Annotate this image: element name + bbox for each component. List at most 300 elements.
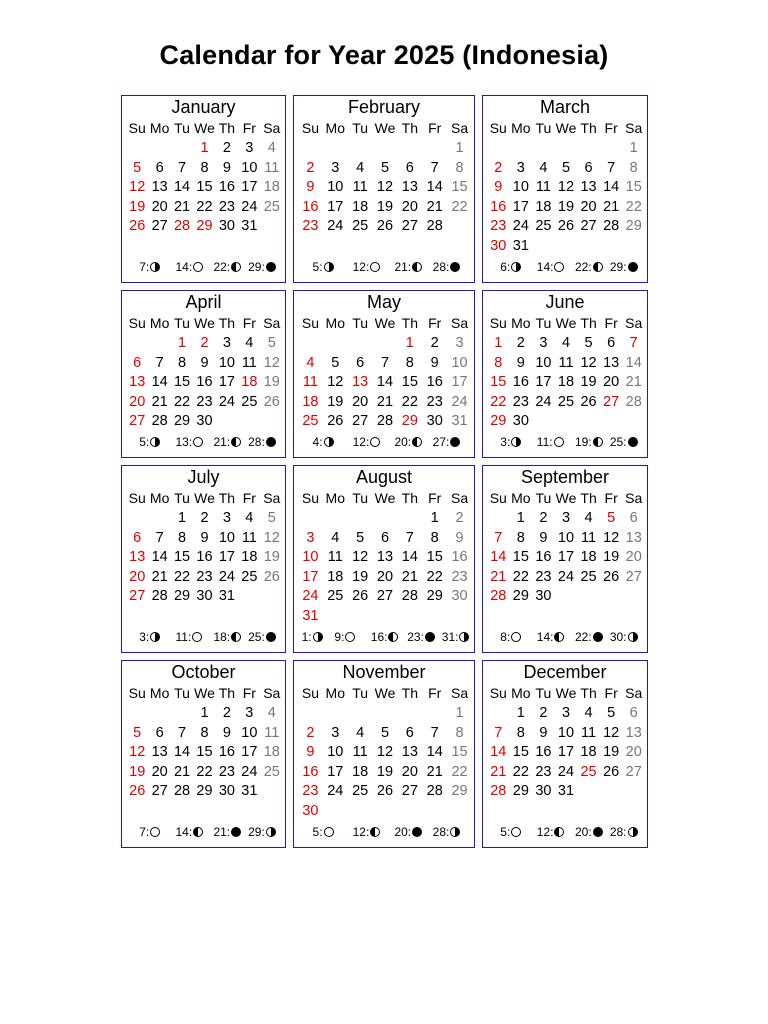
new-moon-icon: [266, 262, 276, 272]
moon-phase: [313, 435, 334, 449]
day-cell: 17: [512, 198, 529, 215]
day-cell: 3: [516, 159, 525, 176]
day-cell: 29: [173, 413, 191, 430]
day-cell: 15: [490, 374, 507, 391]
month-name: August: [355, 467, 413, 487]
weekday-header: Mo: [149, 315, 170, 331]
day-cell: 25: [352, 218, 369, 235]
day-cell: 16: [302, 763, 319, 780]
moon-phase-date: 6:: [500, 260, 511, 274]
day-cell: 3: [455, 335, 464, 351]
moon-phase: [176, 630, 203, 644]
moon-phase: [500, 260, 521, 274]
last-quarter-moon-icon: [554, 827, 564, 837]
day-cell: 15: [173, 374, 191, 391]
day-cell: 13: [625, 724, 642, 741]
weekday-header: Fr: [604, 685, 618, 701]
day-cell: 3: [561, 705, 571, 721]
day-cell: 10: [512, 179, 529, 196]
moon-phase: [610, 825, 638, 839]
weekday-header: We: [555, 120, 577, 136]
day-cell: 27: [625, 763, 642, 780]
moon-phase: [213, 260, 241, 274]
moon-phase: [537, 260, 565, 274]
new-moon-icon: [412, 827, 422, 837]
moon-phase-date: 27:: [432, 435, 450, 449]
moon-phase: [353, 825, 381, 839]
day-cell: 20: [352, 393, 369, 410]
day-cell: 17: [557, 549, 575, 566]
weekday-header: Mo: [511, 490, 531, 506]
day-cell: 22: [512, 568, 529, 585]
day-cell: 13: [376, 549, 394, 566]
weekday-header: Tu: [174, 490, 190, 506]
month-name: June: [545, 292, 585, 312]
day-cell: 3: [222, 335, 231, 351]
day-cell: 8: [455, 159, 464, 176]
weekday-header: Su: [128, 120, 146, 136]
day-cell: 6: [155, 159, 164, 176]
moon-phase: [213, 825, 241, 839]
day-cell: 10: [451, 354, 468, 371]
month-name: February: [347, 97, 421, 117]
last-quarter-moon-icon: [231, 437, 241, 447]
weekday-header: Mo: [511, 685, 531, 701]
day-cell: 8: [455, 724, 464, 741]
day-cell: 26: [376, 218, 394, 235]
day-cell: 6: [133, 529, 142, 546]
moon-phase-date: 1:: [301, 630, 312, 644]
day-cell: 23: [535, 763, 552, 780]
weekday-header: Sa: [451, 685, 469, 701]
day-cell: 15: [426, 549, 443, 566]
moon-phase: [302, 630, 323, 644]
day-cell: 3: [561, 510, 571, 526]
day-cell: 21: [401, 568, 418, 585]
day-cell: 1: [516, 705, 525, 721]
day-cell: 29: [196, 783, 213, 800]
day-cell: 29: [512, 783, 529, 800]
moon-phase: [353, 435, 381, 449]
weekday-header: Su: [128, 685, 146, 701]
day-cell: 11: [264, 724, 280, 741]
day-cell: 3: [331, 159, 340, 176]
day-cell: 21: [625, 374, 642, 391]
day-cell: 17: [218, 549, 235, 566]
day-cell: 5: [267, 335, 276, 351]
day-cell: 23: [426, 393, 443, 410]
day-cell: 3: [306, 529, 315, 546]
day-cell: 5: [584, 335, 593, 351]
moon-phase-date: 21:: [213, 435, 231, 449]
day-cell: 21: [603, 198, 620, 215]
day-cell: 13: [352, 374, 369, 391]
moon-phase: [371, 630, 399, 644]
day-cell: 15: [196, 744, 213, 761]
weekday-header: Fr: [604, 120, 618, 136]
day-cell: 2: [200, 510, 209, 526]
month-name: December: [523, 662, 607, 682]
day-cell: 11: [535, 179, 551, 196]
day-cell: 26: [129, 783, 146, 800]
moon-phase: [313, 260, 334, 274]
day-cell: 14: [490, 744, 507, 761]
weekday-header: Tu: [352, 315, 369, 331]
day-cell: 15: [512, 744, 529, 761]
day-cell: 22: [196, 763, 213, 780]
day-cell: 14: [151, 549, 168, 566]
last-quarter-moon-icon: [593, 262, 603, 272]
moon-phase: [433, 825, 461, 839]
day-cell: 12: [129, 179, 146, 196]
weekday-header: Sa: [625, 120, 643, 136]
moon-phase-date: 5:: [312, 260, 323, 274]
weekday-header: We: [194, 315, 215, 331]
last-quarter-moon-icon: [388, 632, 398, 642]
moon-phase: [407, 630, 435, 644]
weekday-header: Fr: [242, 685, 256, 701]
day-cell: 19: [603, 744, 620, 761]
new-moon-icon: [231, 827, 241, 837]
weekday-header: Mo: [149, 685, 170, 701]
day-cell: 15: [401, 374, 418, 391]
day-cell: 28: [490, 783, 507, 800]
day-cell: 12: [129, 744, 146, 761]
day-cell: 20: [151, 198, 168, 215]
day-cell: 30: [451, 588, 468, 605]
month-name: November: [342, 662, 426, 682]
moon-phase: [394, 260, 422, 274]
day-cell: 15: [512, 549, 529, 566]
moon-phase-date: 5:: [139, 435, 150, 449]
weekday-header: Tu: [535, 120, 552, 136]
day-cell: 7: [405, 529, 414, 546]
moon-phase-date: 20:: [394, 825, 412, 839]
day-cell: 21: [426, 763, 443, 780]
new-moon-icon: [593, 827, 603, 837]
moon-phase: [139, 435, 160, 449]
day-cell: 30: [426, 413, 443, 430]
full-moon-icon: [554, 262, 564, 272]
day-cell: 22: [173, 393, 191, 410]
full-moon-icon: [370, 262, 380, 272]
day-cell: 2: [430, 335, 439, 351]
day-cell: 12: [263, 529, 280, 546]
day-cell: 2: [455, 510, 464, 526]
day-cell: 19: [376, 763, 394, 780]
day-cell: 10: [535, 354, 552, 371]
day-cell: 29: [173, 588, 191, 605]
day-cell: 25: [580, 568, 597, 585]
day-cell: 10: [327, 179, 344, 196]
day-cell: 7: [494, 529, 503, 546]
moon-phase-date: 29:: [248, 825, 265, 839]
day-cell: 31: [241, 783, 258, 800]
day-cell: 6: [133, 354, 142, 371]
weekday-header: Su: [128, 490, 146, 506]
moon-phase: [313, 825, 334, 839]
moon-phase-date: 14:: [536, 260, 554, 274]
month-name: January: [171, 97, 236, 117]
weekday-header: Th: [401, 315, 419, 331]
month-july: [121, 465, 286, 653]
day-cell: 27: [401, 783, 418, 800]
day-cell: 25: [557, 393, 575, 410]
day-cell: 2: [494, 159, 503, 176]
weekday-header: We: [555, 490, 577, 506]
day-cell: 12: [603, 724, 620, 741]
day-cell: 24: [241, 763, 258, 780]
day-cell: 19: [327, 393, 344, 410]
moon-phase: [139, 825, 160, 839]
day-cell: 30: [196, 413, 213, 430]
weekday-header: Tu: [535, 685, 552, 701]
day-cell: 3: [245, 705, 254, 721]
weekday-header: Fr: [242, 120, 256, 136]
day-cell: 22: [426, 568, 443, 585]
day-cell: 26: [580, 393, 597, 410]
day-cell: 18: [352, 198, 369, 215]
moon-phase-date: 21:: [213, 825, 231, 839]
day-cell: 2: [306, 724, 315, 741]
month-february: [293, 95, 475, 283]
day-cell: 26: [352, 588, 369, 605]
day-cell: 3: [245, 140, 254, 156]
day-cell: 29: [451, 783, 468, 800]
day-cell: 16: [535, 549, 552, 566]
moon-phase-date: 14:: [536, 630, 554, 644]
day-cell: 7: [607, 159, 616, 176]
day-cell: 21: [173, 198, 191, 215]
weekday-header: Fr: [428, 685, 442, 701]
day-cell: 13: [401, 744, 418, 761]
day-cell: 14: [625, 354, 642, 371]
day-cell: 4: [539, 159, 548, 176]
moon-phase: [610, 435, 638, 449]
day-cell: 15: [173, 549, 191, 566]
moon-phase: [610, 260, 638, 274]
full-moon-icon: [193, 262, 203, 272]
month-name: October: [171, 662, 236, 682]
day-cell: 18: [352, 763, 369, 780]
day-cell: 26: [376, 783, 394, 800]
first-quarter-moon-icon: [511, 437, 521, 447]
moon-phase-date: 12:: [352, 825, 370, 839]
day-cell: 12: [327, 374, 344, 391]
first-quarter-moon-icon: [150, 262, 160, 272]
day-cell: 5: [267, 510, 276, 526]
day-cell: 9: [222, 724, 231, 741]
day-cell: 18: [302, 393, 319, 410]
day-cell: 25: [263, 763, 280, 780]
day-cell: 28: [173, 783, 191, 800]
weekday-header: Fr: [428, 315, 442, 331]
moon-phase-date: 14:: [175, 825, 193, 839]
day-cell: 30: [218, 218, 235, 235]
weekday-header: Tu: [535, 315, 552, 331]
moon-phase-date: 23:: [407, 630, 424, 644]
weekday-header: Tu: [174, 685, 190, 701]
weekday-header: Mo: [325, 685, 345, 701]
weekday-header: Su: [489, 490, 507, 506]
day-cell: 12: [376, 179, 394, 196]
day-cell: 12: [580, 354, 597, 371]
first-quarter-moon-icon: [150, 632, 160, 642]
day-cell: 31: [451, 413, 468, 430]
day-cell: 2: [539, 705, 548, 721]
first-quarter-moon-icon: [450, 827, 460, 837]
day-cell: 27: [151, 218, 168, 235]
day-cell: 18: [557, 374, 575, 391]
day-cell: 10: [218, 354, 235, 371]
day-cell: 16: [218, 179, 235, 196]
day-cell: 12: [352, 549, 369, 566]
day-cell: 5: [607, 510, 616, 526]
day-cell: 27: [376, 588, 394, 605]
weekday-header: Fr: [604, 315, 618, 331]
day-cell: 21: [376, 393, 394, 410]
weekday-header: We: [374, 315, 396, 331]
day-cell: 3: [331, 724, 340, 741]
day-cell: 19: [352, 568, 369, 585]
day-cell: 20: [625, 549, 642, 566]
moon-phase-date: 16:: [370, 630, 388, 644]
moon-phase: [500, 435, 521, 449]
moon-phase-date: 20:: [394, 435, 412, 449]
day-cell: 22: [173, 568, 191, 585]
day-cell: 11: [302, 374, 318, 391]
day-cell: 27: [151, 783, 168, 800]
day-cell: 1: [178, 335, 187, 351]
day-cell: 24: [512, 218, 529, 235]
moon-phase-date: 28:: [432, 260, 450, 274]
day-cell: 11: [352, 179, 368, 196]
moon-phase: [334, 630, 355, 644]
day-cell: 4: [356, 159, 365, 176]
day-cell: 19: [580, 374, 597, 391]
day-cell: 29: [512, 588, 529, 605]
day-cell: 18: [327, 568, 344, 585]
day-cell: 13: [603, 354, 620, 371]
moon-phase-date: 14:: [175, 260, 193, 274]
day-cell: 8: [200, 159, 209, 176]
day-cell: 29: [426, 588, 443, 605]
day-cell: 17: [241, 744, 258, 761]
day-cell: 15: [625, 179, 642, 196]
day-cell: 9: [200, 529, 209, 546]
day-cell: 25: [352, 783, 369, 800]
last-quarter-moon-icon: [554, 632, 564, 642]
weekday-header: Fr: [242, 315, 256, 331]
day-cell: 16: [196, 374, 213, 391]
day-cell: 30: [196, 588, 213, 605]
moon-phase: [213, 630, 241, 644]
day-cell: 4: [267, 140, 276, 156]
weekday-header: Fr: [428, 490, 442, 506]
weekday-header: Sa: [263, 685, 281, 701]
day-cell: 30: [302, 803, 319, 819]
moon-phase-date: 25:: [248, 630, 265, 644]
moon-phase-date: 12:: [536, 825, 554, 839]
moon-phase-date: 12:: [352, 435, 370, 449]
new-moon-icon: [450, 262, 460, 272]
month-name: April: [185, 292, 222, 312]
day-cell: 21: [151, 393, 168, 410]
last-quarter-moon-icon: [593, 437, 603, 447]
day-cell: 2: [200, 335, 209, 351]
moon-phase-date: 25:: [609, 435, 627, 449]
day-cell: 20: [401, 763, 418, 780]
weekday-header: We: [374, 120, 396, 136]
new-moon-icon: [628, 262, 638, 272]
day-cell: 5: [607, 705, 616, 721]
weekday-header: Sa: [625, 490, 643, 506]
day-cell: 31: [512, 238, 529, 254]
weekday-header: Th: [218, 315, 236, 331]
day-cell: 23: [302, 218, 319, 235]
new-moon-icon: [266, 437, 276, 447]
day-cell: 14: [173, 179, 191, 196]
day-cell: 20: [401, 198, 418, 215]
day-cell: 22: [451, 198, 468, 215]
day-cell: 17: [451, 374, 468, 391]
day-cell: 16: [218, 744, 235, 761]
day-cell: 6: [629, 510, 638, 526]
day-cell: 6: [607, 335, 616, 351]
weekday-header: We: [555, 315, 577, 331]
day-cell: 20: [580, 198, 597, 215]
weekday-header: Tu: [174, 120, 190, 136]
moon-phase-date: 5:: [500, 825, 511, 839]
weekday-header: Th: [580, 120, 597, 136]
day-cell: 11: [264, 159, 280, 176]
day-cell: 16: [426, 374, 443, 391]
weekday-header: We: [374, 685, 396, 701]
day-cell: 31: [302, 608, 319, 624]
moon-phase: [575, 630, 603, 644]
weekday-header: Sa: [263, 315, 281, 331]
day-cell: 2: [222, 705, 231, 721]
weekday-header: Su: [301, 490, 319, 506]
full-moon-icon: [193, 437, 203, 447]
day-cell: 8: [405, 354, 414, 371]
weekday-header: Mo: [325, 120, 345, 136]
moon-phase-date: 7:: [139, 825, 150, 839]
day-cell: 17: [327, 763, 344, 780]
day-cell: 14: [490, 549, 507, 566]
day-cell: 22: [451, 763, 468, 780]
day-cell: 28: [426, 218, 443, 235]
day-cell: 10: [557, 724, 575, 741]
month-september: [482, 465, 648, 653]
weekday-header: Su: [301, 120, 319, 136]
day-cell: 23: [302, 783, 319, 800]
day-cell: 29: [196, 218, 213, 235]
day-cell: 27: [580, 218, 597, 235]
day-cell: 30: [490, 238, 507, 254]
moon-phase: [248, 630, 276, 644]
full-moon-icon: [511, 632, 521, 642]
first-quarter-moon-icon: [313, 632, 323, 642]
day-cell: 7: [430, 724, 439, 741]
day-cell: 20: [151, 763, 168, 780]
day-cell: 30: [512, 413, 529, 430]
day-cell: 1: [200, 140, 209, 156]
day-cell: 26: [603, 568, 620, 585]
moon-phase: [433, 260, 461, 274]
first-quarter-moon-icon: [324, 262, 334, 272]
day-cell: 7: [430, 159, 439, 176]
